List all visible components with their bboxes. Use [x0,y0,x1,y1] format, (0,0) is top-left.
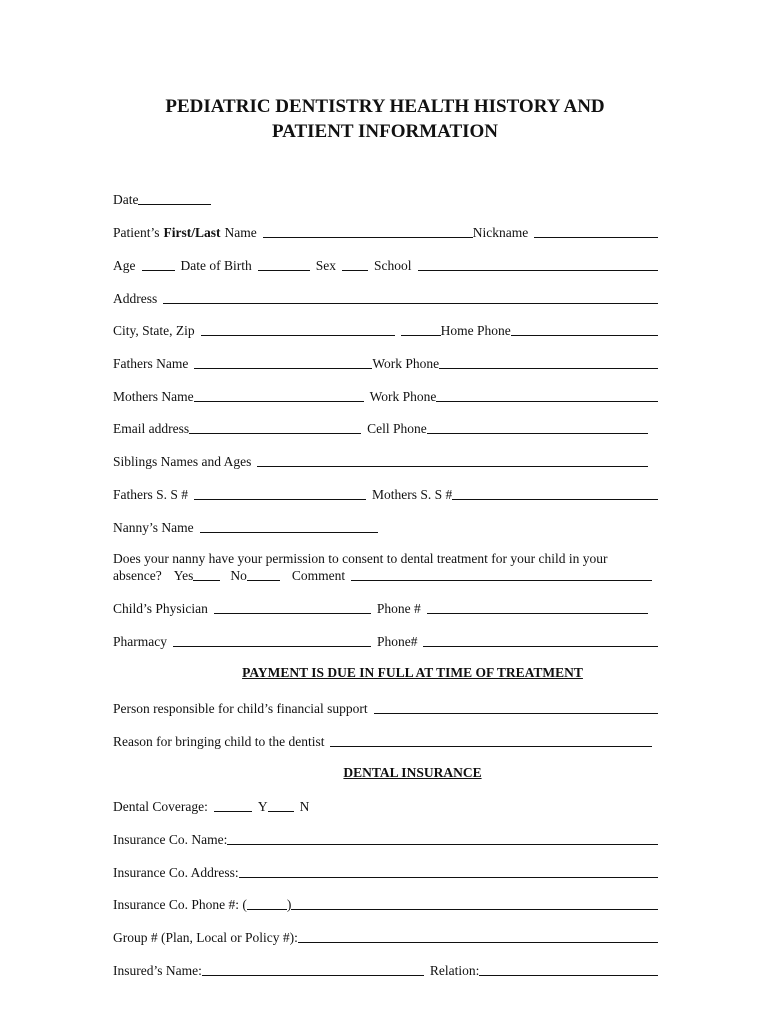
fathers-work-phone-field[interactable] [439,368,658,369]
mothers-work-phone-label: Work Phone [369,389,437,404]
title-line-2: PATIENT INFORMATION [271,121,499,142]
nanny-name-field[interactable] [200,532,378,533]
pharmacy-phone-field[interactable] [423,646,658,647]
fathers-name-label: Fathers Name [113,356,189,371]
ins-address-row [113,863,658,881]
fathers-name-field[interactable] [194,368,372,369]
siblings-label: Siblings Names and Ages [113,454,252,469]
nanny-name-label: Nanny’s Name [113,520,194,535]
insured-name-field[interactable] [202,975,424,976]
pharmacy-field[interactable] [173,646,371,647]
sex-field[interactable] [342,270,368,271]
patient-name-row [113,223,658,241]
nanny-name-row [113,518,658,536]
coverage-y-field[interactable] [214,811,252,812]
relation-field[interactable] [479,975,658,976]
fathers-name-row [113,354,658,372]
comment-field[interactable] [351,580,652,581]
address-field[interactable] [163,303,658,304]
physician-field[interactable] [214,613,371,614]
date-field[interactable] [138,204,211,205]
ins-phone-label: Insurance Co. Phone #: ( [113,897,247,912]
date-label: Date [113,192,139,207]
patient-label-suffix: Name [224,225,257,240]
group-row [113,928,658,946]
ins-name-row [113,830,658,848]
reason-field[interactable] [330,746,652,747]
form-title [0,94,770,144]
nickname-label: Nickname [472,225,529,240]
mothers-work-phone-field[interactable] [436,401,658,402]
email-label: Email address [113,421,190,436]
yes-label: Yes [173,568,194,583]
ins-phone-row [113,895,658,913]
fathers-work-phone-label: Work Phone [372,356,440,371]
mothers-name-row [113,387,658,405]
coverage-n-label: N [299,799,310,814]
age-label: Age [113,258,136,273]
email-field[interactable] [189,433,361,434]
absence-label: absence? [113,568,162,583]
physician-phone-field[interactable] [427,613,648,614]
coverage-n-field[interactable] [268,811,294,812]
ss-row [113,485,658,503]
school-field[interactable] [418,270,659,271]
physician-row [113,599,658,617]
email-row [113,419,658,437]
group-field[interactable] [298,942,658,943]
school-label: School [373,258,412,273]
ins-address-label: Insurance Co. Address: [113,865,239,880]
physician-phone-label: Phone # [376,601,421,616]
physician-label: Child’s Physician [113,601,208,616]
financial-row [113,699,658,717]
pharmacy-phone-label: Phone# [376,634,418,649]
cell-phone-field[interactable] [427,433,648,434]
ins-name-label: Insurance Co. Name: [113,832,228,847]
city-state-zip-label: City, State, Zip [113,323,195,338]
mothers-ss-label: Mothers S. S # [372,487,453,502]
date-row [113,190,658,208]
siblings-field[interactable] [257,466,648,467]
siblings-row [113,452,658,470]
mothers-name-label: Mothers Name [113,389,194,404]
pharmacy-row [113,632,658,650]
coverage-label: Dental Coverage: [113,799,208,814]
city-extra-field[interactable] [401,335,441,336]
nickname-field[interactable] [534,237,658,238]
title-line-1: PEDIATRIC DENTISTRY HEALTH HISTORY AND [165,96,605,117]
ins-phone-area-field[interactable] [247,909,287,910]
coverage-row [113,797,658,815]
ins-name-field[interactable] [227,844,658,845]
reason-label: Reason for bringing child to the dentist [113,734,325,749]
yes-field[interactable] [193,580,220,581]
home-phone-label: Home Phone [440,323,511,338]
financial-label: Person responsible for child’s financial support [113,701,368,716]
coverage-y-label: Y [257,799,268,814]
patient-label-prefix: Patient’s [113,225,160,240]
fathers-ss-label: Fathers S. S # [113,487,189,502]
comment-label: Comment [291,568,346,583]
address-row [113,289,658,307]
sex-label: Sex [315,258,336,273]
reason-row [113,732,658,750]
ins-phone-close: ) [286,897,292,912]
mothers-ss-field[interactable] [452,499,658,500]
nanny-consent-question: Does your nanny have your permission to consent to dental treatment for your child in your [113,551,608,566]
no-field[interactable] [247,580,280,581]
patient-label-bold: First/Last [163,225,221,240]
address-label: Address [113,291,158,306]
patient-name-field[interactable] [263,237,473,238]
nanny-consent-row [113,566,658,584]
dob-label: Date of Birth [180,258,252,273]
mothers-name-field[interactable] [194,401,364,402]
group-label: Group # (Plan, Local or Policy #): [113,930,298,945]
fathers-ss-field[interactable] [194,499,366,500]
insured-row [113,961,658,979]
relation-label: Relation: [429,963,480,978]
city-row [113,321,658,339]
ins-phone-field[interactable] [291,909,658,910]
no-label: No [230,568,247,583]
insured-name-label: Insured’s Name: [113,963,202,978]
home-phone-field[interactable] [511,335,658,336]
payment-notice: PAYMENT IS DUE IN FULL AT TIME OF TREATMENT [242,665,583,680]
age-field[interactable] [142,270,175,271]
city-state-zip-field[interactable] [201,335,395,336]
pharmacy-label: Pharmacy [113,634,167,649]
age-row [113,256,658,274]
cell-phone-label: Cell Phone [367,421,427,436]
ins-address-field[interactable] [239,877,658,878]
financial-field[interactable] [374,713,658,714]
insurance-header: DENTAL INSURANCE [343,765,482,780]
dob-field[interactable] [258,270,310,271]
